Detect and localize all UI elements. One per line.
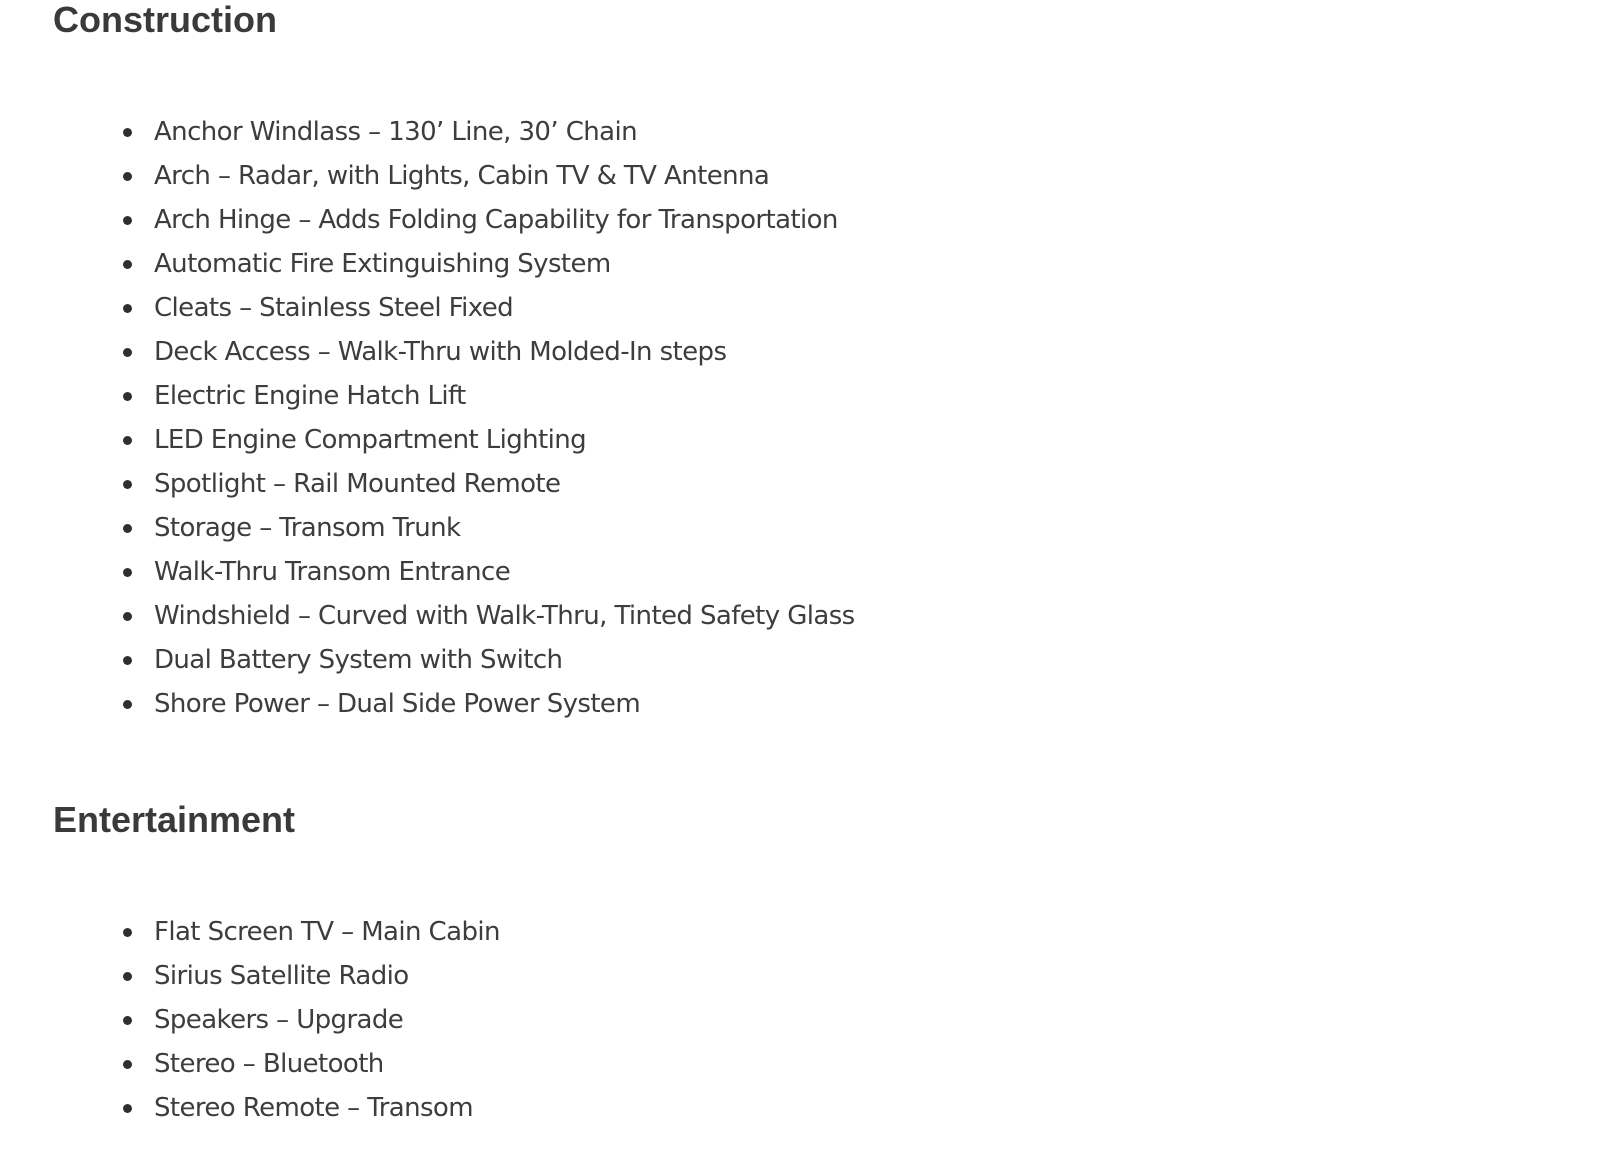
list-item <box>0 242 855 286</box>
bullet-icon <box>123 348 132 357</box>
list-item <box>0 910 500 954</box>
bullet-icon <box>123 480 132 489</box>
list-item <box>0 550 855 594</box>
list-item-text: Windshield – Curved with Walk-Thru, Tinted Safety Glass <box>154 601 855 631</box>
bullet-icon <box>123 928 132 937</box>
list-item <box>0 1042 500 1086</box>
list-item <box>0 286 855 330</box>
bullet-icon <box>123 436 132 445</box>
list-item-text: Dual Battery System with Switch <box>154 645 563 675</box>
list-item-text: Speakers – Upgrade <box>154 1005 404 1035</box>
bullet-icon <box>123 700 132 709</box>
bullet-icon <box>123 304 132 313</box>
list-item-text: Flat Screen TV – Main Cabin <box>154 917 500 947</box>
list-item-text: Anchor Windlass – 130’ Line, 30’ Chain <box>154 117 637 147</box>
list-item <box>0 506 855 550</box>
feature-list-entertainment <box>0 910 500 1130</box>
bullet-icon <box>123 1060 132 1069</box>
list-item <box>0 418 855 462</box>
bullet-icon <box>123 612 132 621</box>
list-item-text: Spotlight – Rail Mounted Remote <box>154 469 561 499</box>
bullet-icon <box>123 172 132 181</box>
list-item-text: Stereo – Bluetooth <box>154 1049 384 1079</box>
list-item <box>0 154 855 198</box>
bullet-icon <box>123 1016 132 1025</box>
list-item-text: Automatic Fire Extinguishing System <box>154 249 611 279</box>
list-item <box>0 330 855 374</box>
list-item-text: Walk-Thru Transom Entrance <box>154 557 511 587</box>
list-item-text: Cleats – Stainless Steel Fixed <box>154 293 514 323</box>
list-item <box>0 594 855 638</box>
list-item <box>0 110 855 154</box>
list-item-text: Electric Engine Hatch Lift <box>154 381 466 411</box>
list-item-text: Arch – Radar, with Lights, Cabin TV & TV Antenna <box>154 161 770 191</box>
list-item-text: Deck Access – Walk-Thru with Molded-In steps <box>154 337 727 367</box>
list-item-text: Stereo Remote – Transom <box>154 1093 473 1123</box>
bullet-icon <box>123 656 132 665</box>
list-item <box>0 682 855 726</box>
section-heading-entertainment: Entertainment <box>53 799 296 840</box>
list-item <box>0 638 855 682</box>
bullet-icon <box>123 568 132 577</box>
list-item-text: Sirius Satellite Radio <box>154 961 409 991</box>
list-item-text: Shore Power – Dual Side Power System <box>154 689 641 719</box>
list-item <box>0 462 855 506</box>
bullet-icon <box>123 216 132 225</box>
list-item <box>0 1086 500 1130</box>
list-item <box>0 198 855 242</box>
bullet-icon <box>123 260 132 269</box>
bullet-icon <box>123 1104 132 1113</box>
list-item <box>0 998 500 1042</box>
bullet-icon <box>123 128 132 137</box>
feature-list-construction <box>0 110 855 726</box>
section-heading-construction: Construction <box>53 0 277 40</box>
list-item-text: Arch Hinge – Adds Folding Capability for Transportation <box>154 205 838 235</box>
list-item <box>0 374 855 418</box>
list-item-text: LED Engine Compartment Lighting <box>154 425 587 455</box>
bullet-icon <box>123 524 132 533</box>
list-item-text: Storage – Transom Trunk <box>154 513 461 543</box>
bullet-icon <box>123 392 132 401</box>
list-item <box>0 954 500 998</box>
bullet-icon <box>123 972 132 981</box>
